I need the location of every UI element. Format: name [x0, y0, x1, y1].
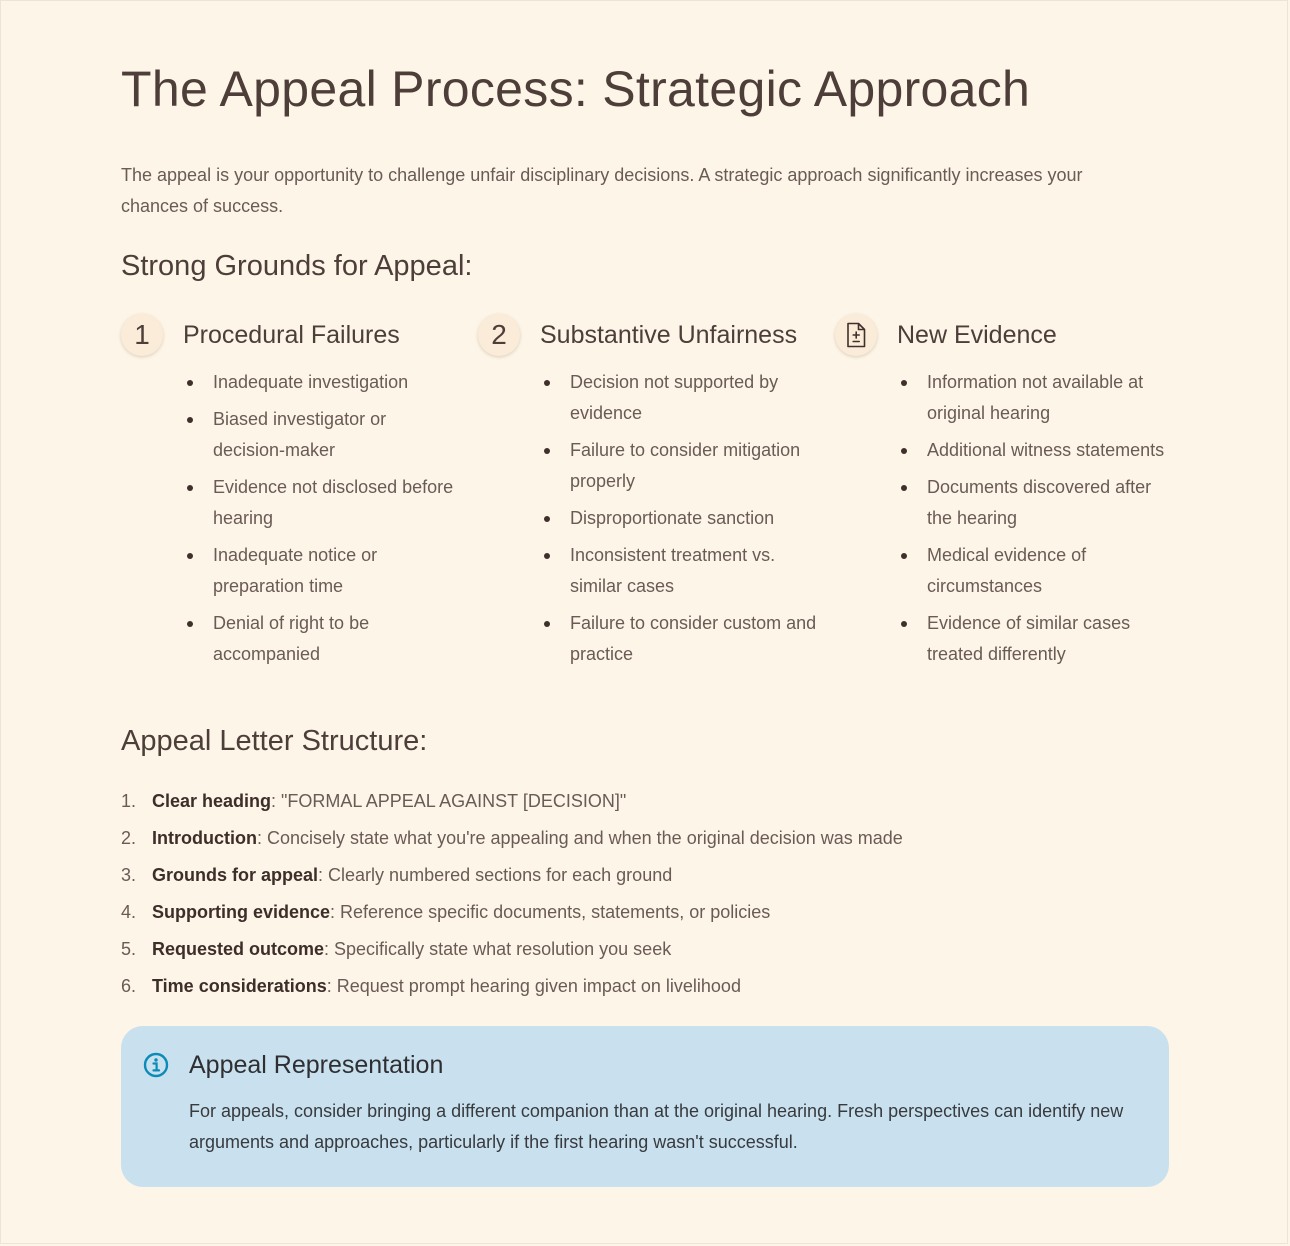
number-badge: 1 — [121, 314, 163, 356]
list-item: Decision not supported by evidence — [541, 367, 818, 429]
structure-step — [121, 862, 1169, 889]
callout-title: Appeal Representation — [189, 1051, 444, 1079]
list-item: Failure to consider custom and practice — [541, 608, 818, 670]
step-number: 4. — [121, 902, 137, 922]
column-header — [835, 313, 1175, 357]
step-number: 5. — [121, 939, 137, 959]
list-item: Failure to consider mitigation properly — [541, 435, 818, 497]
list-item: Biased investigator or decision-maker — [184, 404, 461, 466]
main-content — [121, 58, 1169, 1152]
step-label: Grounds for appeal — [152, 865, 319, 885]
step-label: Supporting evidence — [152, 902, 331, 922]
structure-step — [121, 825, 1169, 852]
list-item: Disproportionate sanction — [541, 503, 818, 534]
structure-step — [121, 973, 1169, 1000]
list-item: Information not available at original hearing — [898, 367, 1175, 429]
list-item: Inconsistent treatment vs. similar cases — [541, 540, 818, 602]
column-title: Substantive Unfairness — [540, 320, 798, 349]
step-label: Clear heading — [152, 791, 272, 811]
step-text: : Request prompt hearing given impact on livelihood — [326, 976, 741, 996]
list-item: Medical evidence of circumstances — [898, 540, 1175, 602]
list-item: Denial of right to be accompanied — [184, 608, 461, 670]
step-content — [152, 788, 626, 815]
page-title: The Appeal Process: Strategic Approach — [121, 61, 1031, 117]
new-evidence-list — [835, 367, 1175, 670]
list-item: Additional witness statements — [898, 435, 1175, 466]
grounds-heading: Strong Grounds for Appeal: — [121, 250, 473, 282]
appeal-representation-callout — [121, 1026, 1169, 1187]
step-content — [152, 899, 770, 926]
structure-step — [121, 936, 1169, 963]
step-content — [152, 973, 741, 1000]
step-content — [152, 862, 672, 889]
info-icon — [143, 1052, 169, 1078]
step-label: Introduction — [152, 828, 257, 848]
list-item: Inadequate notice or preparation time — [184, 540, 461, 602]
step-text: : Reference specific documents, statements, or policies — [330, 902, 771, 922]
step-number: 6. — [121, 976, 137, 996]
column-title: New Evidence — [897, 320, 1057, 349]
list-item: Inadequate investigation — [184, 367, 461, 398]
procedural-list — [121, 367, 461, 670]
column-new-evidence — [835, 313, 1175, 676]
document-icon — [835, 314, 877, 356]
number-badge: 2 — [478, 314, 520, 356]
step-content — [152, 825, 903, 852]
step-label: Requested outcome — [152, 939, 325, 959]
step-text: : Clearly numbered sections for each ground — [318, 865, 673, 885]
column-header — [121, 313, 461, 357]
step-content — [152, 936, 671, 963]
step-label: Time considerations — [152, 976, 327, 996]
column-title: Procedural Failures — [183, 320, 400, 349]
structure-step — [121, 899, 1169, 926]
structure-step — [121, 788, 1169, 815]
list-item: Evidence not disclosed before hearing — [184, 472, 461, 534]
structure-steps — [121, 788, 1169, 1010]
step-text: : Specifically state what resolution you seek — [324, 939, 672, 959]
intro-paragraph: The appeal is your opportunity to challenge unfair disciplinary decisions. A strategic approach significantly increases your chances of success. — [121, 165, 1083, 216]
step-number: 2. — [121, 828, 137, 848]
column-procedural-failures — [121, 313, 461, 676]
step-number: 1. — [121, 791, 137, 811]
list-item: Documents discovered after the hearing — [898, 472, 1175, 534]
list-item: Evidence of similar cases treated differently — [898, 608, 1175, 670]
step-text: : "FORMAL APPEAL AGAINST [DECISION]" — [271, 791, 627, 811]
callout-body: For appeals, consider bringing a different companion than at the original hearing. Fresh perspectives can identify new arguments and approaches, particularly if the first hearing wasn't successful. — [189, 1101, 1124, 1152]
column-substantive-unfairness — [478, 313, 818, 676]
structure-heading: Appeal Letter Structure: — [121, 725, 428, 757]
column-header — [478, 313, 818, 357]
substantive-list — [478, 367, 818, 670]
step-number: 3. — [121, 865, 137, 885]
step-text: : Concisely state what you're appealing and when the original decision was made — [256, 828, 903, 848]
